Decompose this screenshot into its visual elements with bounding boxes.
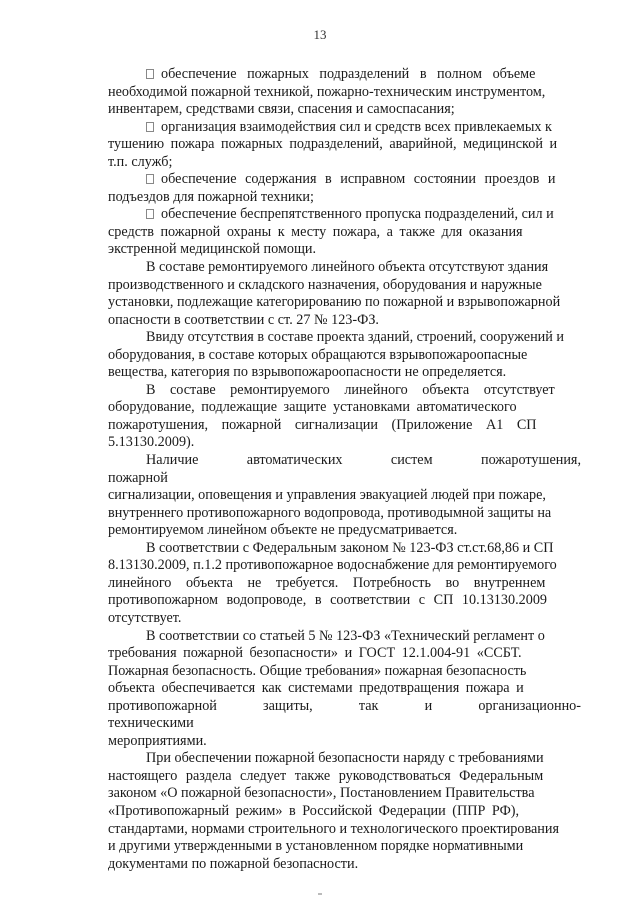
square-bullet-icon [146,174,154,184]
scan-speck [318,893,322,895]
page-number: 13 [313,27,327,42]
paragraph: В составе ремонтируемого линейного объекта отсутствует оборудование, подлежащие защите установками автоматического пожаротушения, пожарной сигнализации (Приложение А1 СП 5.13130.2009). [108,381,555,451]
paragraph: В соответствии со статьей 5 № 123-ФЗ «Технический регламент о требования пожарной безопасности» и ГОСТ 12.1.004-91 «ССБТ. Пожарная безопасность. Общие требования» пожарная безопасность объекта обеспечивается как системами предотвращения пожара и противопожарной защиты, так и организационно-техническими мероприятиями. [108,627,581,749]
paragraph: При обеспечении пожарной безопасности наряду с требованиями настоящего раздела следует также руководствоваться Федеральным законом «О пожарной безопасности», Постановлением Правительства «Противопожарный режим» в Российской Федерации (ППР РФ), стандартами, нормами строительного и технологического проектирования и другими утвержденными в установленном порядке нормативными документами по пожарной безопасности. [108,750,560,872]
paragraph: В соответствии с Федеральным законом № 123-ФЗ ст.ст.68,86 и СП 8.13130.2009, п.1.2 противопожарное водоснабжение для ремонтируемого линейного объекта не требуется. Потребность во внутреннем противопожарном водопроводе, в соответствии с СП 10.13130.2009 отсутствует. [108,539,557,626]
square-bullet-icon [146,69,154,79]
bullet-item: организация взаимодействия сил и средств всех привлекаемых к тушению пожара пожарных подразделений, аварийной, медицинской и т.п. служб; [108,118,558,170]
bullet-item: обеспечение беспрепятственного пропуска подразделений, сил и средств пожарной охраны к месту пожара, а также для оказания экстренной медицинской помощи. [108,206,554,258]
page-body [108,66,581,873]
square-bullet-icon [146,209,154,219]
paragraph: В составе ремонтируемого линейного объекта отсутствуют здания производственного и складского назначения, оборудования и наружные установки, подлежащие категорированию по пожарной и взрывопожарной опасности в соответствии с ст. 27 № 123-ФЗ. [108,259,561,328]
paragraph: Наличие автоматических систем пожаротушения, пожарной сигнализации, оповещения и управления эвакуацией людей при пожаре, внутреннего противопожарного водопровода, противодымной защиты на ремонтируемом линейном объекте не предусматривается. [108,452,581,539]
square-bullet-icon [146,122,154,132]
bullet-item: обеспечение пожарных подразделений в полном объеме необходимой пожарной техникой, пожарно-техническим инструментом, инвентарем, средствами связи, спасения и самоспасания; [108,66,546,118]
paragraph: Ввиду отсутствия в составе проекта зданий, строений, сооружений и оборудования, в составе которых обращаются взрывопожароопасные вещества, категория по взрывопожароопасности не определяется. [108,329,564,381]
bullet-item: обеспечение содержания в исправном состоянии проездов и подъездов для пожарной техники; [108,171,556,205]
